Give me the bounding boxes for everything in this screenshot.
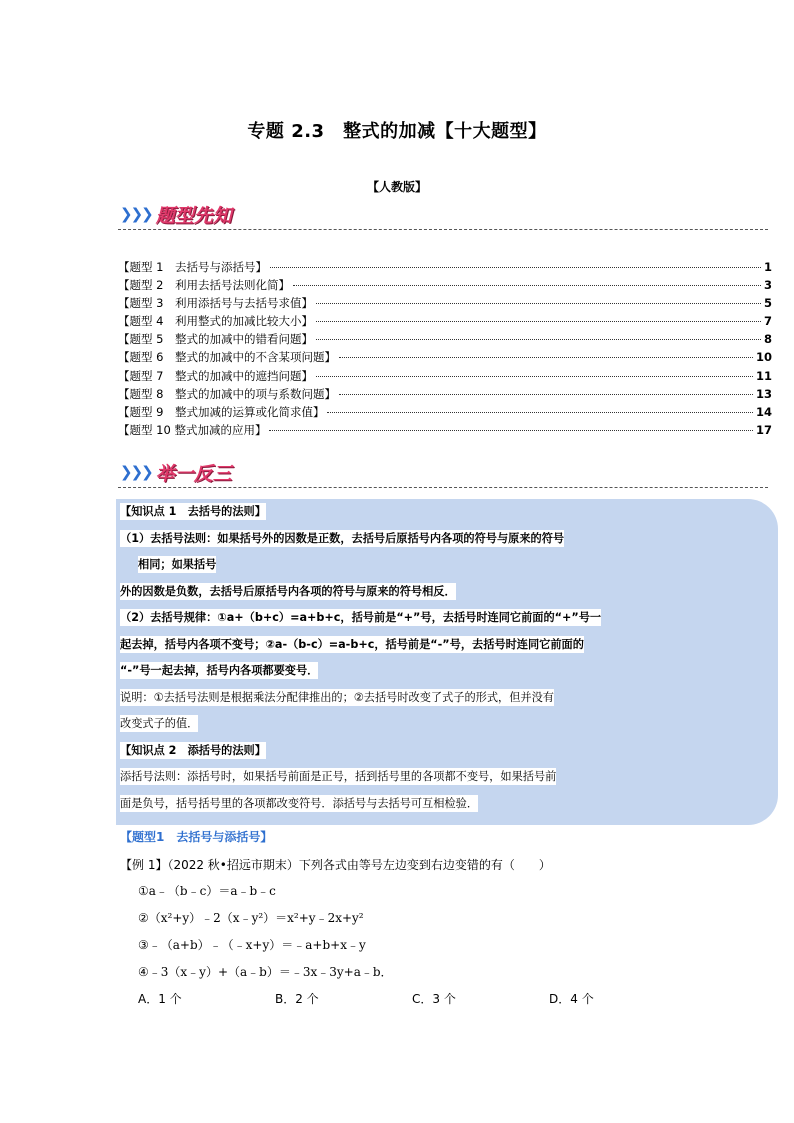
knowledge-text: 起去掉，括号内各项不变号；②a-（b-c）=a-b+c，括号前是“-”号，去括号时连同它前面的 <box>120 637 584 651</box>
knowledge-text: （1）去括号法则：如果括号外的因数是正数，去括号后原括号内各项的符号与原来的符号 <box>120 531 565 545</box>
question-item: ②（x²+y）﹣2（x﹣y²）＝x²+y﹣2x+y² <box>138 911 364 925</box>
toc-entry[interactable]: 【题型 8 整式的加减中的项与系数问题】 13 <box>118 386 772 401</box>
toc-entry[interactable]: 【题型 9 整式加减的运算或化简求值】 14 <box>118 404 772 419</box>
toc-entry[interactable]: 【题型 1 去括号与添括号】 1 <box>118 260 772 274</box>
toc-entry[interactable]: 【题型 5 整式的加减中的错看问题】 8 <box>118 332 772 347</box>
toc-entry[interactable]: 【题型 10 整式加减的应用】 17 <box>118 422 772 437</box>
type-heading: 【题型1 去括号与添括号】 <box>120 830 273 844</box>
triple-arrow-icon: ❯❯❯ <box>120 463 152 481</box>
knowledge-text: 添括号法则：添括号时，如果括号前面是正号，括到括号里的各项都不变号，如果括号前 <box>120 770 557 783</box>
section-label: 举一反三 <box>155 462 232 485</box>
section-banner-overview <box>120 200 232 228</box>
toc-entry[interactable]: 【题型 7 整式的加减中的遮挡问题】 11 <box>118 368 772 383</box>
knowledge-content <box>120 499 680 817</box>
table-of-contents <box>118 259 772 440</box>
answer-options <box>120 990 686 1007</box>
question-item: ①a﹣（b﹣c）＝a﹣b﹣c <box>138 884 276 898</box>
section-label: 题型先知 <box>155 204 232 227</box>
knowledge-text: 相同；如果括号 <box>138 558 217 571</box>
knowledge-text: “-”号一起去掉，括号内各项都要变号． <box>120 664 319 677</box>
edition-label: 【人教版】 <box>366 180 427 194</box>
toc-entry[interactable]: 【题型 6 整式的加减中的不含某项问题】 10 <box>118 350 772 365</box>
knowledge-title: 【知识点 1 去括号的法则】 <box>120 505 266 518</box>
question-stem: 【例 1】（2022 秋•招远市期末）下列各式由等号左边变到右边变错的有（ ） <box>120 858 551 872</box>
knowledge-title: 【知识点 2 添括号的法则】 <box>120 743 266 757</box>
knowledge-text: 说明：①去括号法则是根据乘法分配律推出的；②去括号时改变了式子的形式，但并没有 <box>120 690 554 704</box>
knowledge-text: 外的因数是负数，去括号后原括号内各项的符号与原来的符号相反． <box>120 584 456 598</box>
question-item: ③﹣（a+b）﹣（﹣x+y）＝﹣a+b+x﹣y <box>138 938 366 952</box>
example-question <box>120 856 686 1007</box>
option-a[interactable]: A．1 个 <box>138 992 182 1006</box>
toc-entry[interactable]: 【题型 3 利用添括号与去括号求值】 5 <box>118 296 772 311</box>
knowledge-text: 面是负号，括号括号里的各项都改变符号．添括号与去括号可互相检验． <box>120 796 479 810</box>
section-divider <box>118 487 768 488</box>
option-d[interactable]: D．4 个 <box>549 992 594 1006</box>
section-banner-practice <box>120 458 232 486</box>
section-divider <box>118 229 768 230</box>
toc-entry[interactable]: 【题型 2 利用去括号法则化简】 3 <box>118 278 772 293</box>
knowledge-text: 改变式子的值． <box>120 717 199 730</box>
document-title: 专题 2.3 整式的加减【十大题型】 <box>247 121 547 142</box>
option-b[interactable]: B．2 个 <box>275 992 319 1006</box>
option-c[interactable]: C．3 个 <box>412 992 456 1006</box>
triple-arrow-icon: ❯❯❯ <box>120 205 152 223</box>
question-item: ④﹣3（x﹣y）+（a﹣b）＝﹣3x﹣3y+a﹣b． <box>138 965 393 979</box>
knowledge-text: （2）去括号规律：①a+（b+c）=a+b+c，括号前是“+”号，去括号时连同它前面的“+”号一 <box>120 611 602 624</box>
toc-entry[interactable]: 【题型 4 利用整式的加减比较大小】 7 <box>118 314 772 329</box>
